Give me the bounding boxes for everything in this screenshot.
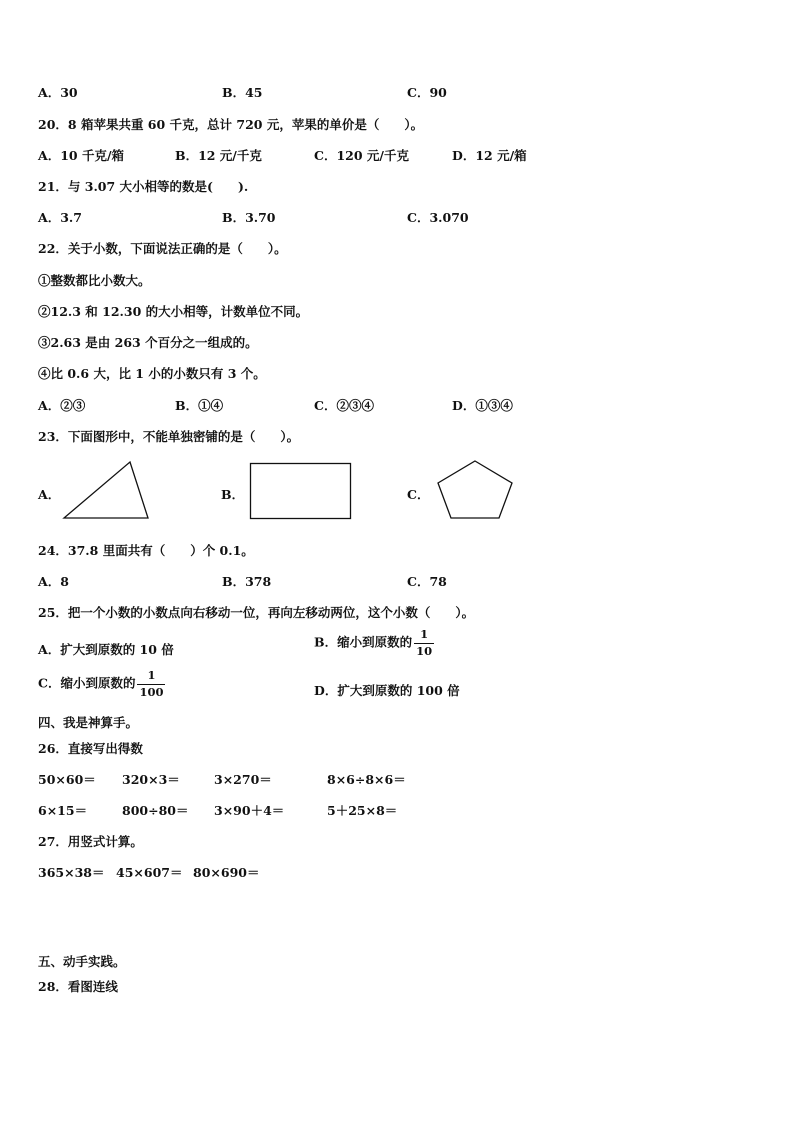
q26-item: 6×15＝ bbox=[38, 803, 88, 818]
q25-option-c-text: C．缩小到原数的 bbox=[38, 675, 136, 691]
q26-item: 3×270＝ bbox=[214, 772, 272, 787]
q24-stem: 24．37.8 里面共有（ ）个 0.1。 bbox=[38, 543, 254, 558]
fraction-denominator: 100 bbox=[139, 684, 164, 699]
q22-option-a: A．②③ bbox=[38, 398, 86, 413]
q22-stem: 22．关于小数，下面说法正确的是（ ）。 bbox=[38, 241, 287, 256]
q19-option-a: A．30 bbox=[38, 85, 78, 100]
q22-statement-1: ①整数都比小数大。 bbox=[38, 273, 151, 288]
q22-option-b: B．①④ bbox=[175, 398, 224, 413]
q26-stem: 26．直接写出得数 bbox=[38, 741, 143, 756]
q19-option-b: B．45 bbox=[222, 85, 263, 100]
q24-option-a: A．8 bbox=[38, 574, 69, 589]
fraction-numerator: 1 bbox=[147, 668, 156, 682]
q23-option-a-label: A． bbox=[38, 487, 61, 502]
q25-stem: 25．把一个小数的小数点向右移动一位，再向左移动两位，这个小数（ ）。 bbox=[38, 605, 475, 620]
q19-option-c: C．90 bbox=[407, 85, 447, 100]
q26-item: 5＋25×8＝ bbox=[327, 803, 398, 818]
q25-option-c bbox=[38, 670, 165, 698]
q20-stem: 20．8 箱苹果共重 60 千克，总计 720 元，苹果的单价是（ ）。 bbox=[38, 117, 424, 132]
q26-item: 320×3＝ bbox=[122, 772, 180, 787]
q25-option-b bbox=[314, 629, 434, 657]
q25-option-d: D．扩大到原数的 100 倍 bbox=[314, 683, 460, 698]
q22-option-d: D．①③④ bbox=[452, 398, 513, 413]
q25-option-c-fraction bbox=[137, 670, 165, 698]
q25-option-b-text: B．缩小到原数的 bbox=[314, 634, 413, 650]
q20-option-c: C．120 元/千克 bbox=[314, 148, 409, 163]
q20-option-d: D．12 元/箱 bbox=[452, 148, 527, 163]
q21-options bbox=[0, 208, 794, 228]
q23-rectangle-figure bbox=[246, 459, 356, 523]
triangle-shape bbox=[64, 462, 148, 518]
q24-option-c: C．78 bbox=[407, 574, 447, 589]
q20-options bbox=[0, 146, 794, 166]
q26-item: 800÷80＝ bbox=[122, 803, 189, 818]
q27-item: 45×607＝ bbox=[116, 865, 183, 880]
q23-option-c-label: C． bbox=[407, 487, 430, 502]
q26-row-2 bbox=[0, 801, 794, 821]
q25-option-a: A．扩大到原数的 10 倍 bbox=[38, 642, 174, 657]
q23-stem: 23．下面图形中，不能单独密铺的是（ ）。 bbox=[38, 429, 300, 444]
q21-option-a: A．3.7 bbox=[38, 210, 82, 225]
q28-stem: 28．看图连线 bbox=[38, 979, 118, 994]
q20-option-a: A．10 千克/箱 bbox=[38, 148, 125, 163]
q25-option-b-fraction bbox=[414, 629, 434, 657]
q27-item: 365×38＝ bbox=[38, 865, 105, 880]
pentagon-shape bbox=[438, 461, 512, 518]
q21-option-b: B．3.70 bbox=[222, 210, 276, 225]
q23-option-b-label: B． bbox=[221, 487, 245, 502]
q26-row-1 bbox=[0, 770, 794, 790]
q22-options bbox=[0, 396, 794, 416]
section-5-heading: 五、动手实践。 bbox=[38, 954, 126, 969]
q23-pentagon-figure bbox=[433, 456, 517, 524]
q21-option-c: C．3.070 bbox=[407, 210, 469, 225]
fraction-numerator: 1 bbox=[420, 627, 429, 641]
q27-stem: 27．用竖式计算。 bbox=[38, 834, 143, 849]
q22-statement-2: ②12.3 和 12.30 的大小相等，计数单位不同。 bbox=[38, 304, 309, 319]
q22-option-c: C．②③④ bbox=[314, 398, 374, 413]
q22-statement-3: ③2.63 是由 263 个百分之一组成的。 bbox=[38, 335, 258, 350]
q27-items bbox=[0, 863, 794, 883]
q21-stem: 21．与 3.07 大小相等的数是( ). bbox=[38, 179, 249, 194]
rectangle-shape bbox=[251, 464, 351, 519]
q20-option-b: B．12 元/千克 bbox=[175, 148, 262, 163]
q23-triangle-figure bbox=[58, 458, 154, 524]
q27-item: 80×690＝ bbox=[193, 865, 260, 880]
q24-options bbox=[0, 572, 794, 592]
q26-item: 50×60＝ bbox=[38, 772, 96, 787]
q26-item: 8×6÷8×6＝ bbox=[327, 772, 406, 787]
q22-statement-4: ④比 0.6 大，比 1 小的小数只有 3 个。 bbox=[38, 366, 266, 381]
q26-item: 3×90＋4＝ bbox=[214, 803, 285, 818]
section-4-heading: 四、我是神算手。 bbox=[38, 715, 139, 730]
fraction-denominator: 10 bbox=[416, 643, 433, 658]
q19-options bbox=[0, 83, 794, 103]
q24-option-b: B．378 bbox=[222, 574, 272, 589]
